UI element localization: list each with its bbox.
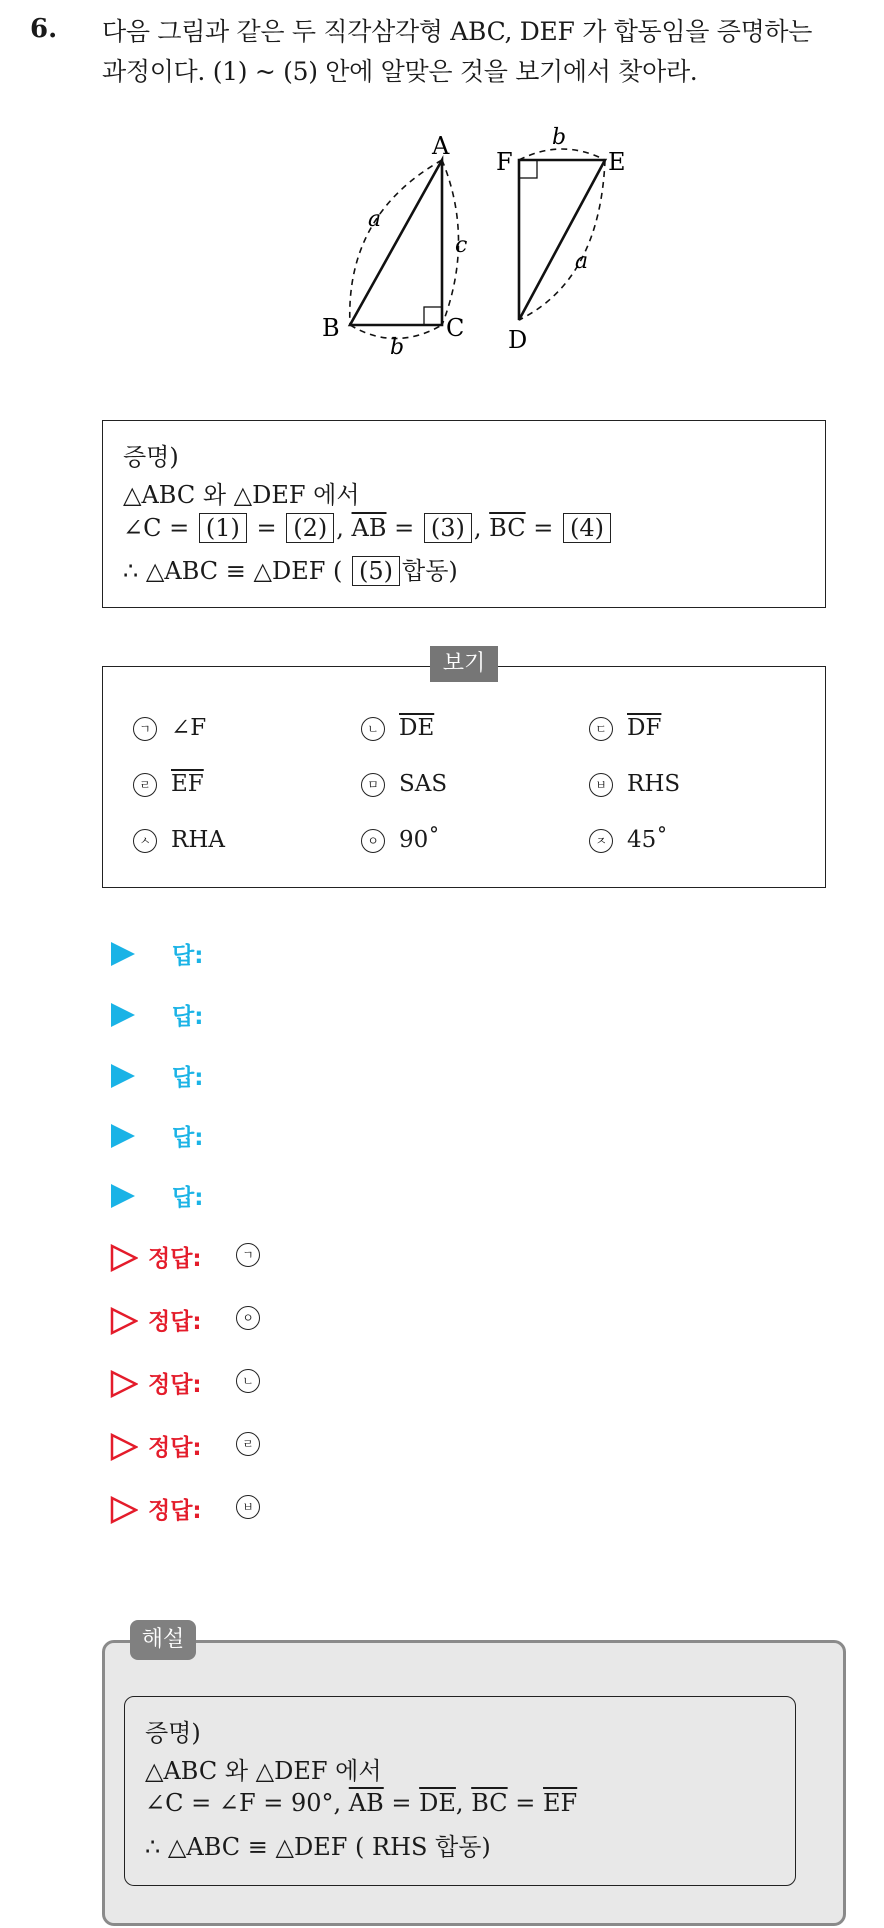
correct-mark: ㅇ bbox=[236, 1306, 260, 1330]
segment-ab: $\overline{AB}$ bbox=[351, 514, 387, 542]
option-8: ㅇ 90˚ bbox=[361, 827, 440, 853]
solution-line3: ∠C = ∠F = 90°, $\overline{AB} = \overline{DE}$, $\overline{BC} = \overline{EF}$ bbox=[145, 1789, 578, 1817]
label-side-b1: b bbox=[390, 335, 405, 360]
option-3: ㄷ $\overline{DF}$ bbox=[589, 715, 661, 741]
option-mark: ㅂ bbox=[589, 773, 613, 797]
question-number: 6. bbox=[30, 14, 58, 44]
proof-line2: △ABC 와 △DEF 에서 bbox=[123, 481, 360, 509]
proof-box bbox=[102, 420, 826, 608]
answer-label: 답: bbox=[172, 1125, 204, 1151]
correct-label: 정답: bbox=[148, 1309, 202, 1335]
option-mark: ㄴ bbox=[361, 717, 385, 741]
proof-title: 증명) bbox=[123, 443, 179, 471]
option-4: ㄹ $\overline{EF}$ bbox=[133, 771, 204, 797]
answer-label: 답: bbox=[172, 1185, 204, 1211]
play-icon bbox=[110, 1002, 136, 1028]
option-5: ㅁ SAS bbox=[361, 771, 447, 797]
label-e-vertex: E bbox=[608, 148, 626, 176]
proof-line4: ∴ △ABC ≡ △DEF ( (5) 합동) bbox=[123, 557, 458, 585]
right-angle-c bbox=[424, 307, 442, 325]
label-a-vertex: A bbox=[432, 132, 450, 160]
option-1: ㄱ ∠F bbox=[133, 715, 206, 741]
option-mark: ㅇ bbox=[361, 829, 385, 853]
answer-label: 답: bbox=[172, 1065, 204, 1091]
label-side-b2: b bbox=[552, 125, 567, 150]
blank-3: (3) bbox=[424, 513, 472, 543]
arc-b2 bbox=[519, 149, 605, 160]
segment-bc: $\overline{BC}$ bbox=[471, 1789, 508, 1817]
outline-play-icon bbox=[110, 1496, 138, 1524]
proof-therefore: ∴ △ABC ≡ △DEF ( bbox=[123, 557, 343, 585]
correct-mark: ㄱ bbox=[236, 1243, 260, 1267]
proof-angle-c: ∠C = bbox=[123, 514, 190, 542]
triangle-figure bbox=[300, 120, 660, 360]
question-text-line1: 다음 그림과 같은 두 직각삼각형 ABC, DEF 가 합동임을 증명하는 bbox=[102, 17, 813, 46]
blank-4: (4) bbox=[563, 513, 611, 543]
segment-ef: $\overline{EF}$ bbox=[543, 1789, 578, 1817]
outline-play-icon bbox=[110, 1370, 138, 1398]
answer-label: 답: bbox=[172, 943, 204, 969]
question-text-line2: 과정이다. (1) ~ (5) 안에 알맞은 것을 보기에서 찾아라. bbox=[102, 57, 698, 86]
correct-label: 정답: bbox=[148, 1498, 202, 1524]
correct-label: 정답: bbox=[148, 1246, 202, 1272]
segment-bc: $\overline{BC}$ bbox=[489, 514, 526, 542]
correct-label: 정답: bbox=[148, 1372, 202, 1398]
option-6: ㅂ RHS bbox=[589, 771, 680, 797]
answer-label: 답: bbox=[172, 1004, 204, 1030]
solution-title: 증명) bbox=[145, 1719, 201, 1747]
solution-label: 해설 bbox=[130, 1620, 196, 1660]
correct-label: 정답: bbox=[148, 1435, 202, 1461]
option-7: ㅅ RHA bbox=[133, 827, 225, 853]
blank-5: (5) bbox=[352, 556, 400, 586]
option-mark: ㄱ bbox=[133, 717, 157, 741]
play-icon bbox=[110, 941, 136, 967]
label-side-a2: a bbox=[575, 249, 589, 274]
solution-proof-box bbox=[124, 1696, 796, 1886]
label-c-vertex: C bbox=[446, 314, 465, 342]
option-2: ㄴ $\overline{DE}$ bbox=[361, 715, 434, 741]
option-mark: ㅈ bbox=[589, 829, 613, 853]
play-icon bbox=[110, 1183, 136, 1209]
outline-play-icon bbox=[110, 1244, 138, 1272]
bogi-box bbox=[102, 666, 826, 888]
option-mark: ㄷ bbox=[589, 717, 613, 741]
label-side-c1: c bbox=[455, 233, 468, 258]
label-b-vertex: B bbox=[322, 314, 340, 342]
outline-play-icon bbox=[110, 1307, 138, 1335]
right-angle-f bbox=[519, 160, 537, 178]
correct-mark: ㄹ bbox=[236, 1432, 260, 1456]
solution-line4: ∴ △ABC ≡ △DEF ( RHS 합동) bbox=[145, 1833, 491, 1861]
segment-de: $\overline{DE}$ bbox=[419, 1789, 456, 1817]
outline-play-icon bbox=[110, 1433, 138, 1461]
label-f-vertex: F bbox=[496, 148, 513, 176]
play-icon bbox=[110, 1063, 136, 1089]
label-side-a1: a bbox=[368, 207, 382, 232]
option-mark: ㅁ bbox=[361, 773, 385, 797]
proof-line3: ∠C = (1) = (2) , $\overline{AB} = (3)$ , $\overline{BC} = (4)$ bbox=[123, 513, 613, 543]
segment-ab: $\overline{AB}$ bbox=[348, 1789, 384, 1817]
triangle-def bbox=[519, 160, 605, 320]
correct-mark: ㄴ bbox=[236, 1369, 260, 1393]
blank-1: (1) bbox=[199, 513, 247, 543]
label-d-vertex: D bbox=[508, 326, 528, 354]
option-mark: ㄹ bbox=[133, 773, 157, 797]
play-icon bbox=[110, 1123, 136, 1149]
solution-line2: △ABC 와 △DEF 에서 bbox=[145, 1757, 382, 1785]
blank-2: (2) bbox=[286, 513, 334, 543]
option-mark: ㅅ bbox=[133, 829, 157, 853]
option-9: ㅈ 45˚ bbox=[589, 827, 668, 853]
bogi-label: 보기 bbox=[430, 646, 498, 682]
correct-mark: ㅂ bbox=[236, 1495, 260, 1519]
